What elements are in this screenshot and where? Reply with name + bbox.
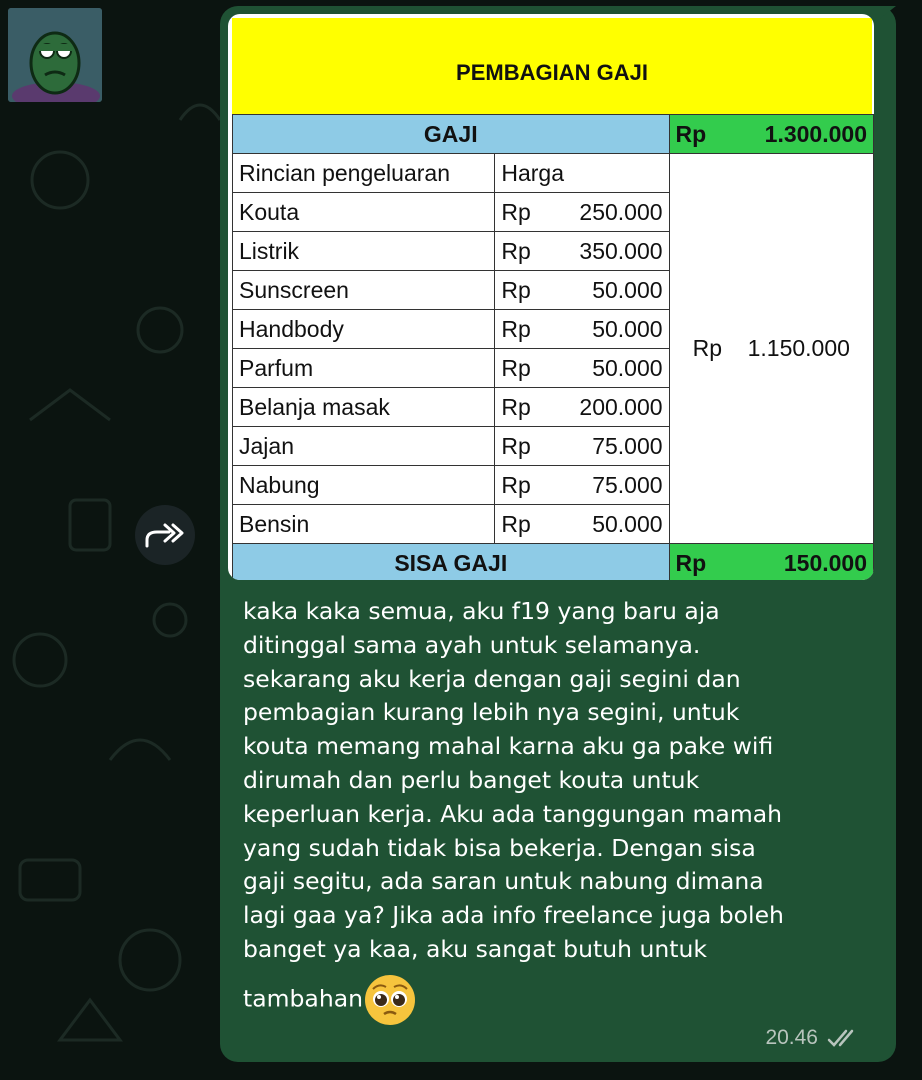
row-item: Bensin [233, 505, 495, 544]
row-item: Belanja masak [233, 388, 495, 427]
row-amount: 200.000 [579, 393, 663, 420]
row-amount: 350.000 [579, 237, 663, 264]
salary-amount-cell [669, 115, 873, 154]
remaining-row [233, 544, 874, 581]
message-body: kaka kaka semua, aku f19 yang baru aja ditinggal sama ayah untuk selamanya. sekarang aku kerja dengan gaji segini dan pembagian kurang lebih nya segini, untuk kouta memang mahal karna aku ga pake wifi dirumah dan perlu banget kouta untuk keperluan kerja. Aku ada tanggungan mamah yang sudah tidak bisa bekerja. Dengan sisa gaji segitu, ada saran untuk nabung dimana lagi gaa ya? Jika ada info freelance juga boleh banget ya kaa, aku sangat butuh untuk [243, 597, 784, 963]
row-price [495, 232, 669, 271]
row-price [495, 193, 669, 232]
total-expense-cell [669, 154, 873, 544]
salary-amount: 1.300.000 [764, 120, 867, 147]
row-item: Jajan [233, 427, 495, 466]
row-currency: Rp [501, 276, 531, 303]
column-header-row [233, 154, 874, 193]
row-currency: Rp [501, 198, 531, 225]
row-currency: Rp [501, 393, 531, 420]
row-amount: 75.000 [592, 432, 663, 459]
row-item: Nabung [233, 466, 495, 505]
message-last-word: tambahan [243, 984, 364, 1013]
row-item: Listrik [233, 232, 495, 271]
double-check-icon [826, 1027, 860, 1049]
column-header-item: Rincian pengeluaran [233, 154, 495, 193]
salary-label: GAJI [233, 115, 670, 154]
forward-arrow-icon [143, 520, 187, 550]
row-item: Sunscreen [233, 271, 495, 310]
column-header-price: Harga [495, 154, 669, 193]
row-price [495, 310, 669, 349]
row-currency: Rp [501, 510, 531, 537]
message-time: 20.46 [765, 1026, 818, 1049]
salary-currency: Rp [675, 120, 707, 147]
row-amount: 50.000 [592, 510, 663, 537]
row-amount: 50.000 [592, 315, 663, 342]
row-currency: Rp [501, 315, 531, 342]
message-text [243, 595, 873, 1025]
salary-row [233, 115, 874, 154]
row-amount: 75.000 [592, 471, 663, 498]
remaining-currency: Rp [675, 549, 707, 576]
row-price [495, 466, 669, 505]
image-title: PEMBAGIAN GAJI [456, 60, 648, 85]
row-price [495, 427, 669, 466]
contact-avatar[interactable] [8, 8, 102, 102]
row-amount: 50.000 [592, 354, 663, 381]
total-expense-currency: Rp [692, 335, 723, 361]
row-currency: Rp [501, 471, 531, 498]
row-amount: 50.000 [592, 276, 663, 303]
pleading-face-icon [365, 975, 415, 1025]
remaining-label: SISA GAJI [233, 544, 670, 581]
row-price [495, 349, 669, 388]
attached-image[interactable] [228, 14, 874, 580]
row-item: Handbody [233, 310, 495, 349]
row-price [495, 271, 669, 310]
forward-button[interactable] [135, 505, 195, 565]
row-price [495, 505, 669, 544]
row-currency: Rp [501, 432, 531, 459]
message-meta [765, 1026, 860, 1050]
avatar-character-icon [8, 8, 102, 102]
total-expense-amount: 1.150.000 [747, 335, 850, 361]
row-currency: Rp [501, 237, 531, 264]
row-amount: 250.000 [579, 198, 663, 225]
row-item: Kouta [233, 193, 495, 232]
pleading-face-emoji [365, 975, 415, 1025]
remaining-amount-cell [669, 544, 873, 581]
row-item: Parfum [233, 349, 495, 388]
row-currency: Rp [501, 354, 531, 381]
remaining-amount: 150.000 [783, 549, 867, 576]
row-price [495, 388, 669, 427]
salary-table [232, 114, 874, 580]
